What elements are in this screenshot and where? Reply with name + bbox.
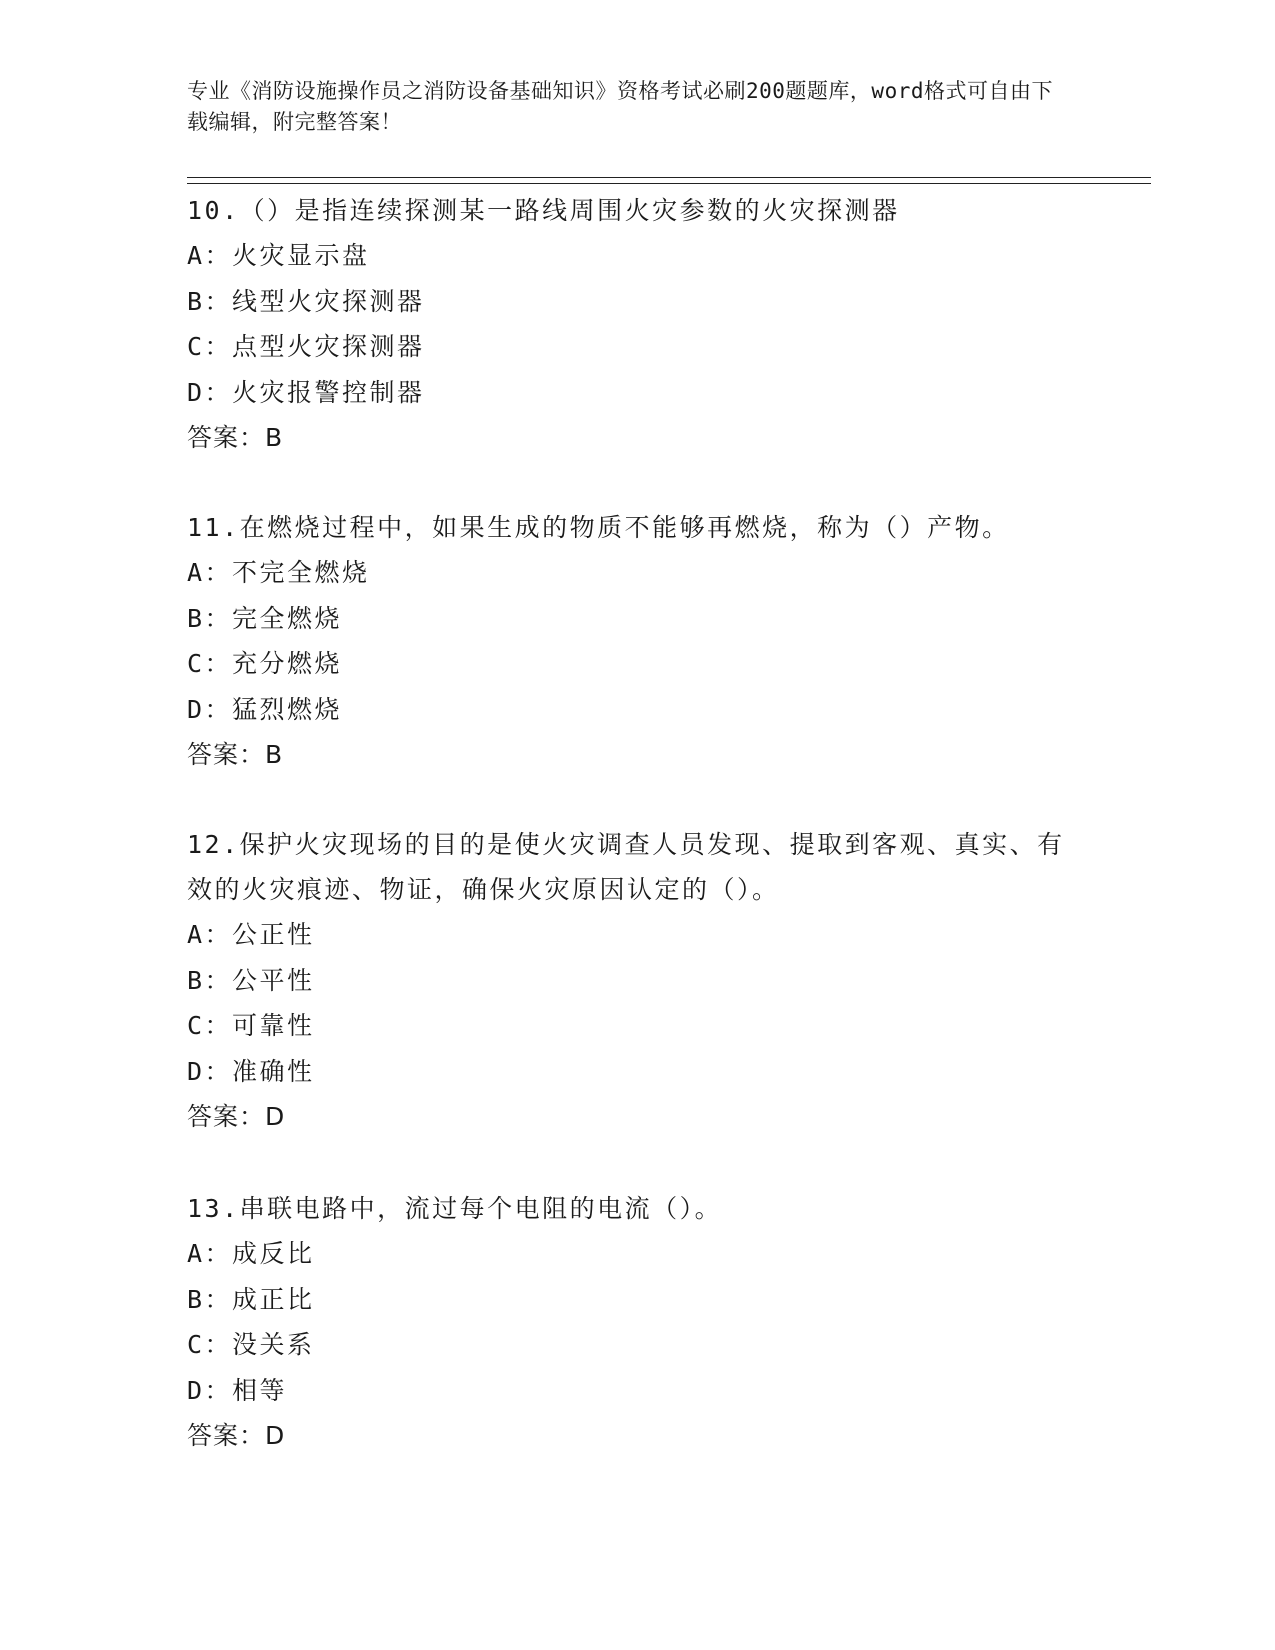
question-stem: 10.（）是指连续探测某一路线周围火灾参数的火灾探测器 [187, 196, 900, 225]
option-a: A：不完全燃烧 [187, 558, 370, 587]
option-d: D：猛烈燃烧 [187, 694, 343, 724]
question-12 [187, 822, 1087, 1139]
answer-line: 答案：D [187, 1102, 286, 1131]
option-c: C：充分燃烧 [187, 649, 343, 678]
question-10 [187, 188, 1087, 460]
option-d: D：准确性 [187, 1056, 315, 1086]
question-11 [187, 505, 1087, 777]
option-b: B：成正比 [187, 1284, 315, 1314]
option-c: C：点型火灾探测器 [187, 332, 425, 361]
answer-line: 答案：D [187, 1421, 286, 1450]
option-a: A：公正性 [187, 920, 315, 949]
answer-line: 答案：B [187, 740, 284, 769]
option-b: B：公平性 [187, 965, 315, 995]
option-d: D：火灾报警控制器 [187, 377, 425, 407]
header-divider-bottom [187, 183, 1151, 184]
option-c: C：没关系 [187, 1330, 315, 1359]
option-d: D：相等 [187, 1375, 288, 1405]
option-c: C：可靠性 [187, 1011, 315, 1040]
option-b: B：完全燃烧 [187, 603, 343, 633]
option-a: A：火灾显示盘 [187, 241, 370, 270]
document-description: 专业《消防设施操作员之消防设备基础知识》资格考试必刷200题题库，word格式可自由下载编辑，附完整答案！ [187, 79, 1053, 134]
header-divider-top [187, 177, 1151, 178]
option-a: A：成反比 [187, 1239, 315, 1268]
option-b: B：线型火灾探测器 [187, 286, 425, 316]
answer-line: 答案：B [187, 423, 284, 452]
question-13 [187, 1186, 1087, 1458]
question-stem: 12.保护火灾现场的目的是使火灾调查人员发现、提取到客观、真实、有效的火灾痕迹、物证，确保火灾原因认定的（）。 [187, 830, 1065, 904]
question-stem: 13.串联电路中，流过每个电阻的电流（）。 [187, 1194, 723, 1223]
question-stem: 11.在燃烧过程中，如果生成的物质不能够再燃烧，称为（）产物。 [187, 513, 1010, 542]
